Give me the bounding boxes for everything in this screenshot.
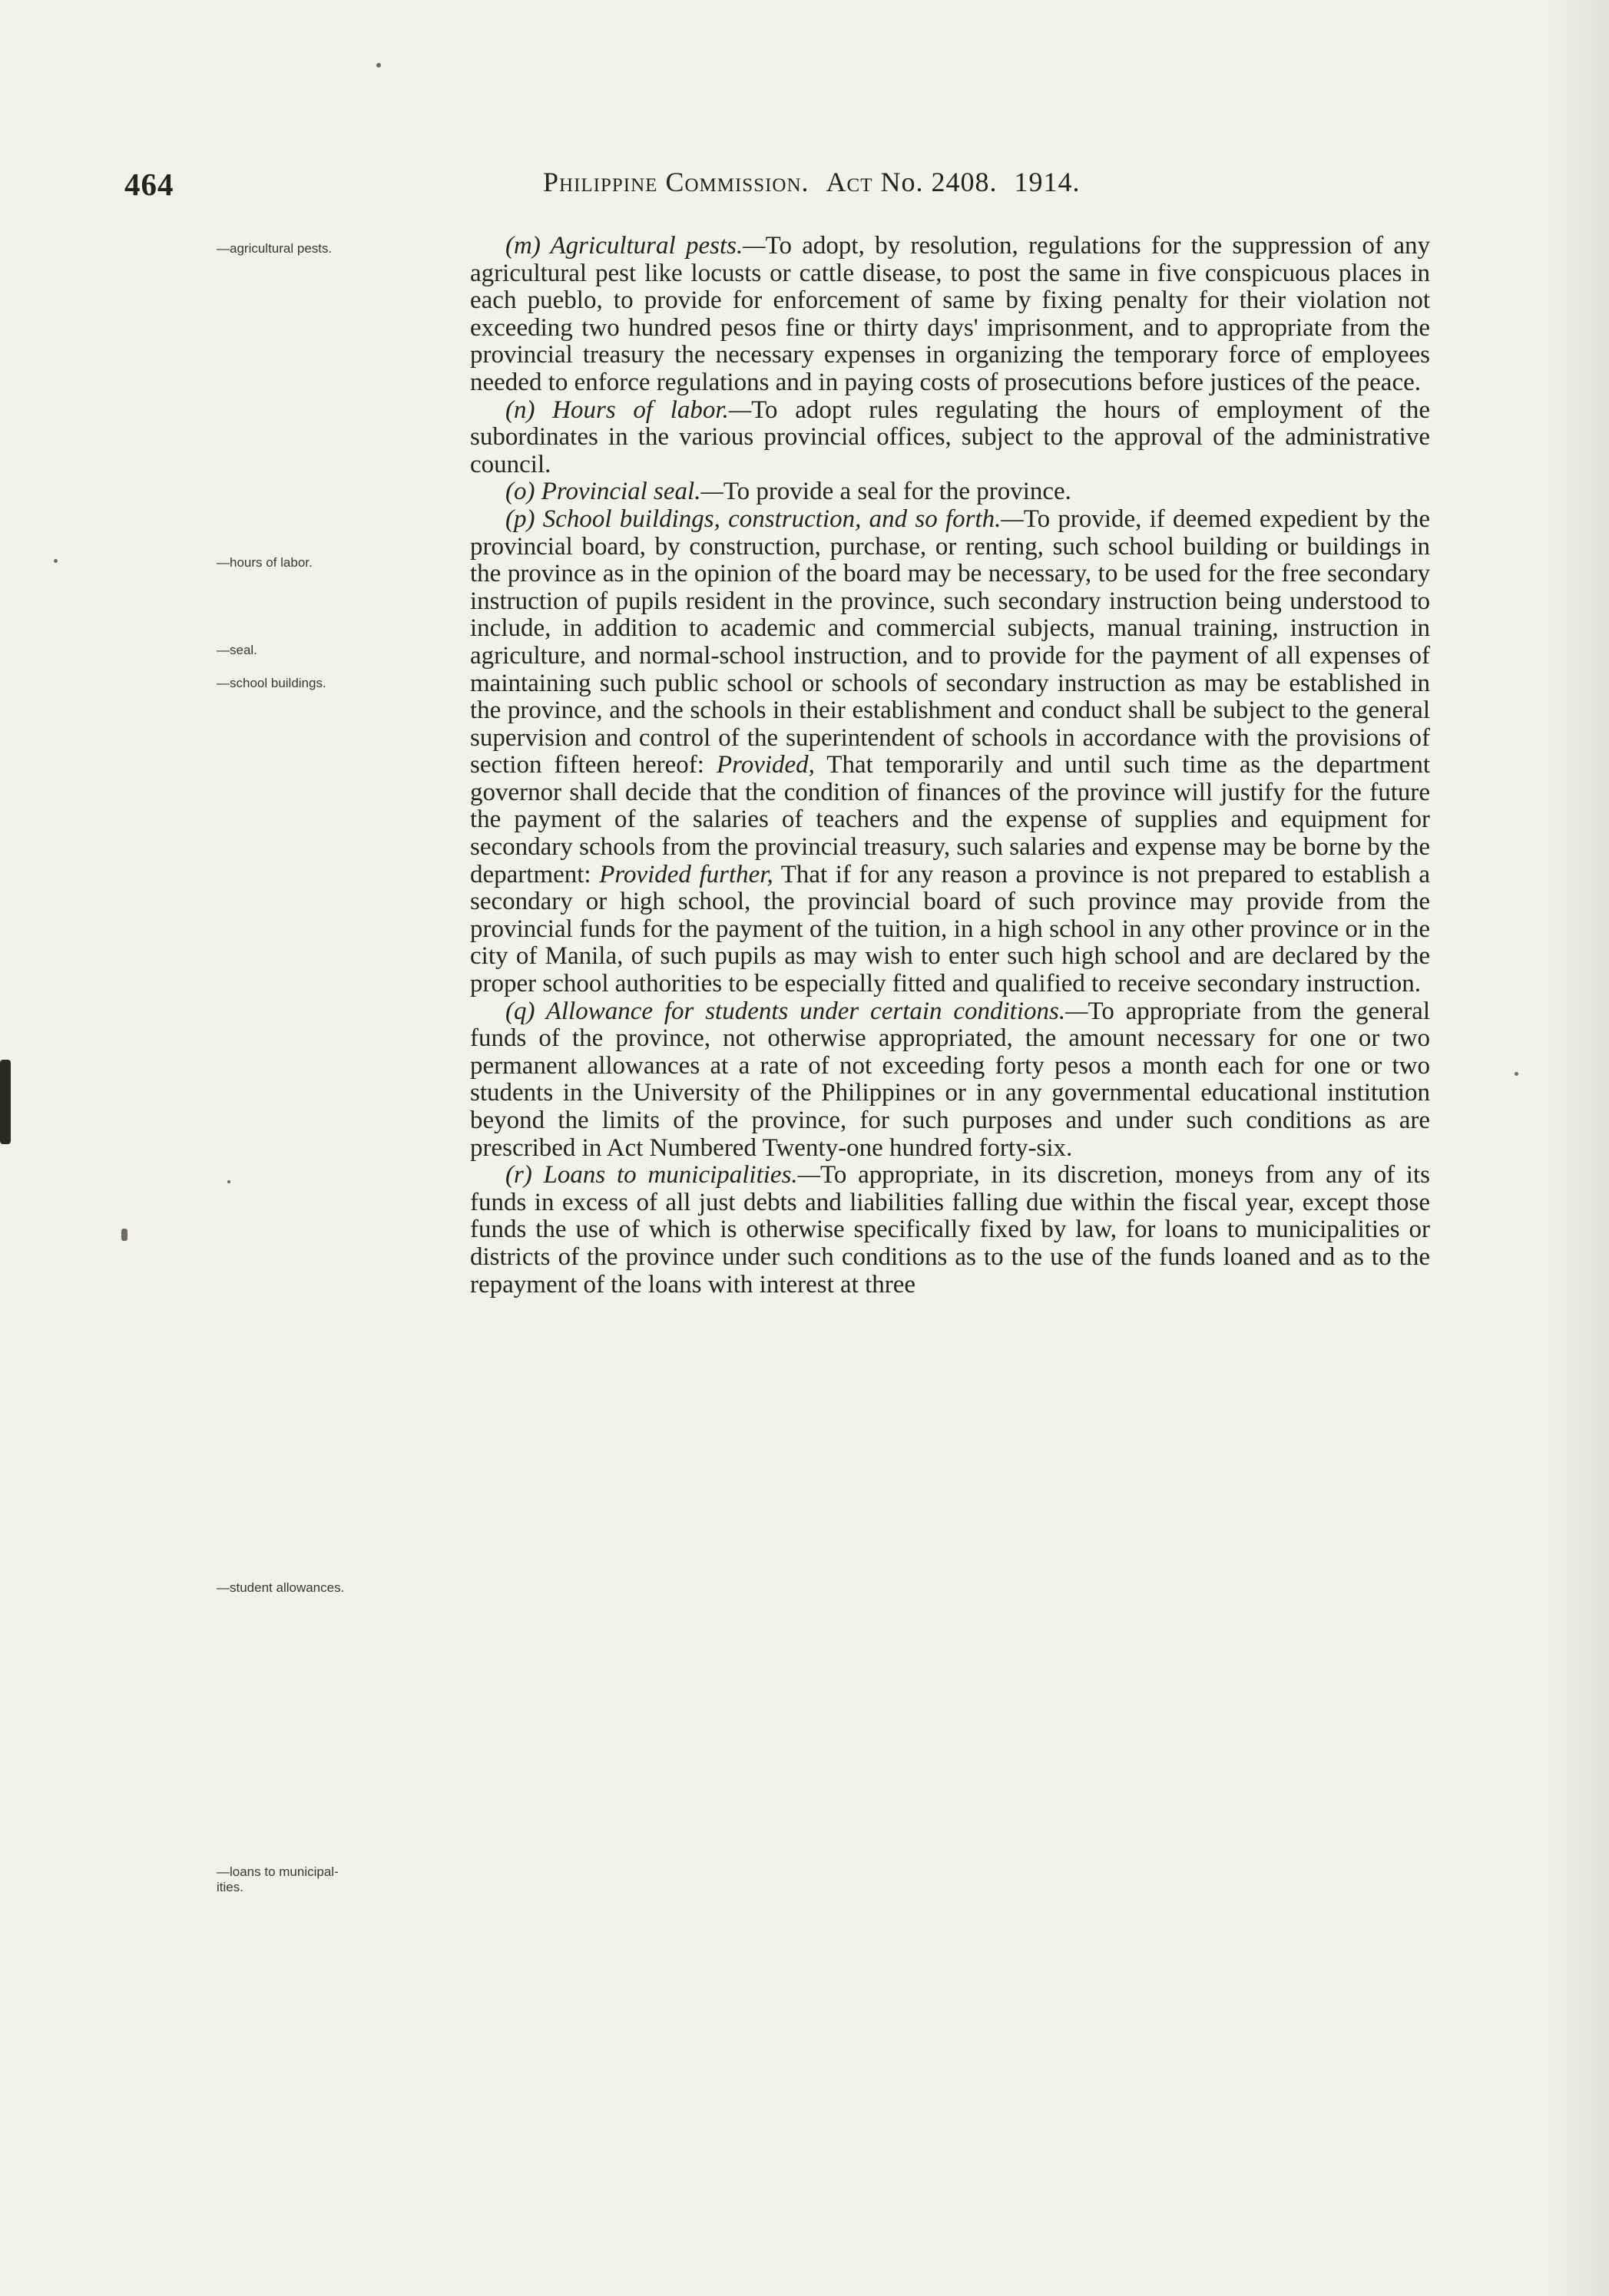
running-header bbox=[0, 166, 1609, 212]
page-number: 464 bbox=[124, 167, 174, 202]
proviso-label: Provided further, bbox=[599, 860, 773, 888]
paragraph-text: To adopt rules regulating the hours of employment of the subordinates in the various provincial offices, subject to the approval of the administrative council. bbox=[470, 395, 1430, 478]
page-edge-shadow bbox=[1540, 0, 1609, 2296]
act-year: 1914. bbox=[1014, 167, 1081, 197]
margin-note-loans-to-municipalities: —loans to municipal-ities. bbox=[217, 1864, 339, 1894]
scan-speck bbox=[54, 559, 58, 563]
paragraph-text: To adopt, by resolution, regulations for the suppression of any agricultural pest like locusts or cattle disease, to post the same in five conspicuous places in each pueblo, to provide for enforcement of same by fixing penalty for their violation not exceeding two hundred pesos fine or thirty days' imprisonment, and to appropriate from the provincial treasury the necessary expenses in organizing the temporary force of employees needed to enforce regulations and in paying costs of prosecutions before justices of the peace. bbox=[470, 232, 1430, 396]
paragraph-n bbox=[470, 397, 1430, 479]
scan-speck bbox=[376, 63, 381, 68]
proviso-label: Provided, bbox=[716, 751, 815, 779]
paragraph-heading: (q) Allowance for students under certain conditions.— bbox=[505, 997, 1088, 1025]
paragraph-text: That temporarily and until such time as the department governor shall decide that the condition of finances of the province will justify for the future the payment of the salaries of teachers and the expense of supplies and equipment for secondary schools from the provincial treasury, such salaries and expense may be borne by the department: bbox=[470, 751, 1431, 888]
paragraph-p bbox=[470, 506, 1430, 998]
paragraph-text: To provide a seal for the province. bbox=[723, 478, 1071, 506]
paragraph-q bbox=[470, 998, 1430, 1163]
margin-note-school-buildings: —school buildings. bbox=[217, 676, 326, 690]
margin-note-seal: —seal. bbox=[217, 643, 257, 657]
scan-speck bbox=[121, 1229, 127, 1241]
body-text bbox=[470, 233, 1430, 1299]
paragraph-heading: (m) Agricultural pests.— bbox=[505, 232, 766, 260]
paragraph-text: To provide, if deemed expedient by the provincial board, by construction, purchase, or renting, such school building or buildings in the province as in the opinion of the board may be necessary, to be used for the free secondary instruction of pupils resident in the province, such secondary instruction being understood to include, in addition to academic and commercial subjects, manual training, instruction in agriculture, and normal-school instruction, and to provide for the payment of all expenses of maintaining such public school or schools of secondary instruction as may be established in the province, and the schools in their establishment and conduct shall be subject to the general supervision and control of the superintendent of schools in accordance with the provisions of section fifteen hereof: bbox=[470, 505, 1430, 779]
running-head-title bbox=[543, 166, 1081, 198]
paragraph-heading: (n) Hours of labor.— bbox=[505, 395, 752, 424]
paragraph-o bbox=[470, 478, 1430, 506]
commission-name: Philippine Commission. bbox=[543, 167, 809, 197]
act-number: No. 2408. bbox=[880, 167, 998, 197]
margin-note-agricultural-pests: —agricultural pests. bbox=[217, 241, 333, 256]
paragraph-text: To appropriate from the general funds of the province, not otherwise appropriated, the amount necessary for one or two permanent allowances at a rate of not exceeding forty pesos a month each for one or two students in the University of the Philippines or in any governmental educational institution beyond the limits of the province, for such purposes and under such conditions as are prescribed in Act Numbered Twenty-one hundred forty-six. bbox=[470, 997, 1431, 1162]
scan-speck bbox=[1515, 1072, 1518, 1076]
act-label: Act bbox=[826, 167, 873, 197]
paragraph-heading: (r) Loans to municipalities.— bbox=[505, 1161, 821, 1189]
paragraph-heading: (p) School buildings, construction, and so forth.— bbox=[505, 505, 1024, 533]
scan-speck bbox=[227, 1180, 230, 1183]
paragraph-m bbox=[470, 233, 1430, 397]
scan-binding-mark bbox=[0, 1060, 11, 1144]
paragraph-text: To appropriate, in its discretion, moneys from any of its funds in excess of all just debts and liabilities falling due within the fiscal year, except those funds the use of which is otherwise specifically fixed by law, for loans to municipalities or districts of the province under such conditions as to the use of the funds loaned and as to the repayment of the loans with interest at three bbox=[470, 1161, 1430, 1299]
paragraph-r bbox=[470, 1162, 1430, 1299]
margin-note-hours-of-labor: —hours of labor. bbox=[217, 555, 313, 570]
margin-note-student-allowances: —student allowances. bbox=[217, 1580, 345, 1595]
paragraph-heading: (o) Provincial seal.— bbox=[505, 478, 723, 506]
paragraph-text: That if for any reason a province is not prepared to establish a secondary or high school, the provincial board of such province may provide from the provincial funds for the payment of the tuition, in a high school in any other province or in the city of Manila, of such pupils as may wish to enter such high school and are declared by the proper school authorities to be especially fitted and qualified to receive secondary instruction. bbox=[470, 860, 1430, 998]
